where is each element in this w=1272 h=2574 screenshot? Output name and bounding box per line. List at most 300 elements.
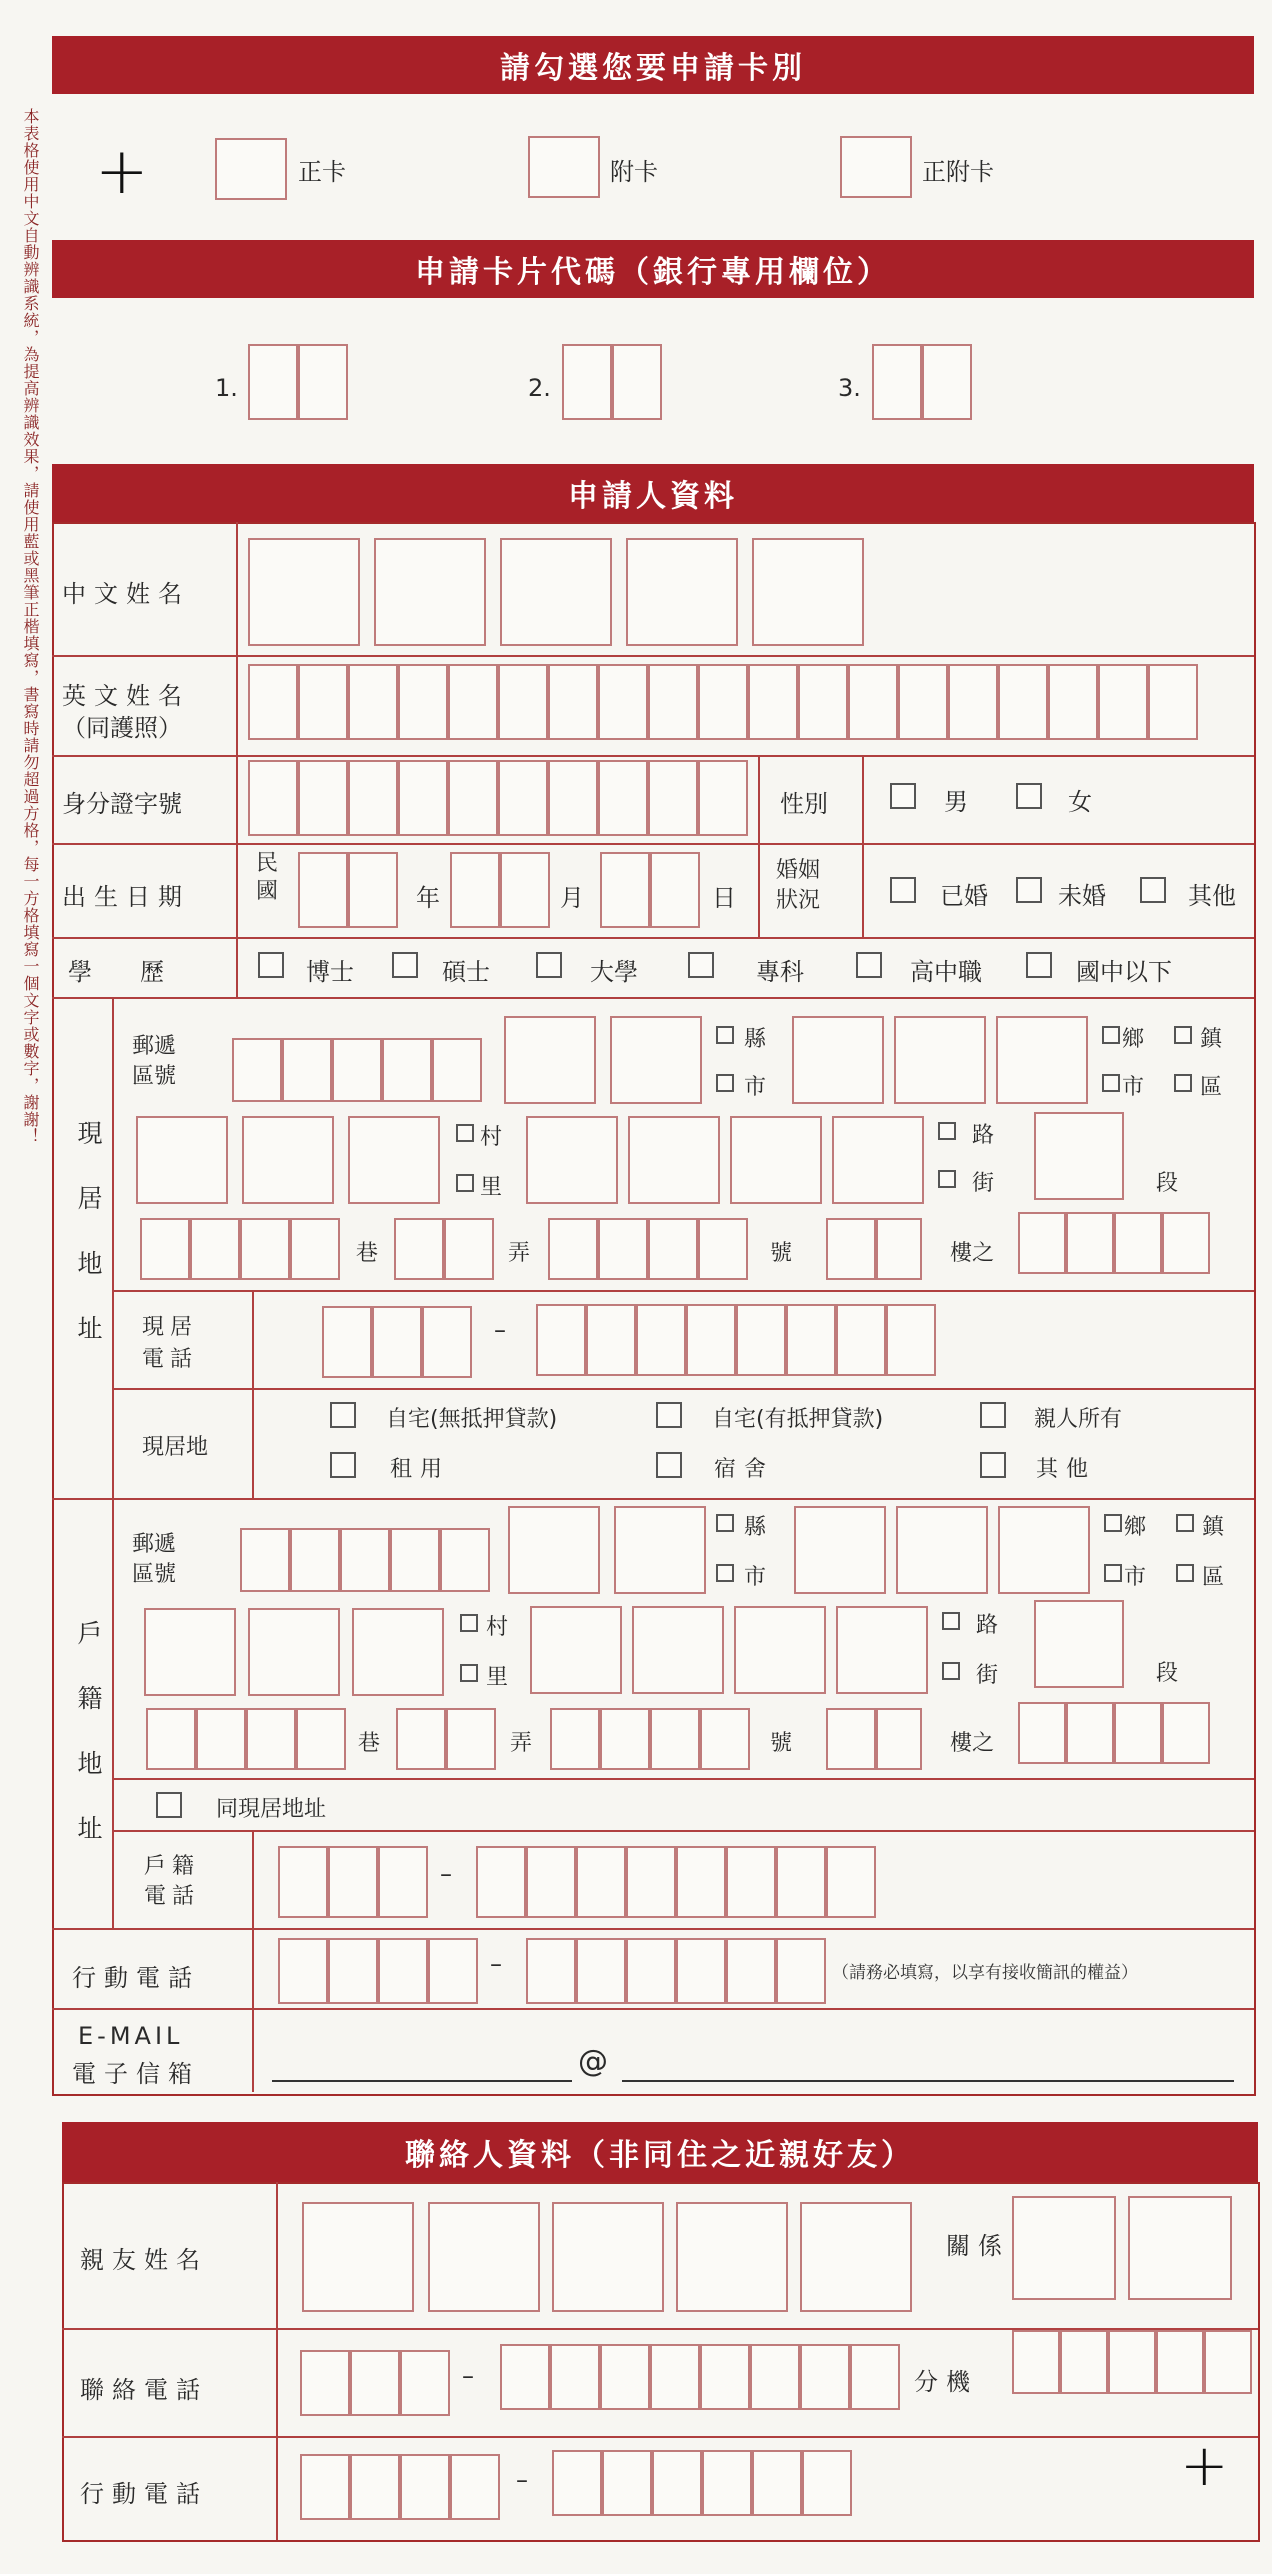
english-name-box[interactable] [1098,664,1148,740]
road-checkbox[interactable] [938,1122,956,1140]
contact-phone-area-box[interactable] [300,2350,350,2416]
city-label: 市 [744,1565,767,1590]
alley-box[interactable] [444,1218,494,1280]
phone-box[interactable] [776,1846,826,1918]
col-divider [112,997,114,1498]
current-phone-area-box[interactable] [372,1306,422,1378]
col-divider [252,1830,254,1928]
town-checkbox[interactable] [1176,1514,1194,1532]
month-label: 月 [560,884,584,912]
county-label: 縣 [744,1027,767,1052]
alley-box[interactable] [394,1218,444,1280]
number-box[interactable] [548,1218,598,1280]
number-box[interactable] [648,1218,698,1280]
row-divider [112,1778,1254,1780]
card-code-1-digit[interactable] [298,344,348,420]
registered-postal-label: 郵遞區號 [132,1532,177,1587]
section-label: 段 [1156,1661,1179,1686]
english-name-box[interactable] [298,664,348,740]
postal-box[interactable] [290,1528,340,1592]
mobile-box[interactable] [702,2450,752,2516]
birth-day-box[interactable] [600,852,650,928]
english-name-box[interactable] [948,664,998,740]
village-box[interactable] [242,1116,334,1204]
floor-sub-box[interactable] [1162,1212,1210,1274]
village-box[interactable] [144,1608,236,1696]
registered-phone-label: 戶籍電話 [144,1854,201,1909]
county-checkbox[interactable] [716,1514,734,1532]
mobile-box[interactable] [378,1938,428,2004]
registered-phone-area-box[interactable] [378,1846,428,1918]
mobile-note: （請務必填寫，以享有接收簡訊的權益） [832,1963,1138,1983]
mobile-box[interactable] [776,1938,826,2004]
contact-name-label: 親友姓名 [80,2246,208,2274]
phone-box[interactable] [500,2344,550,2410]
contact-mobile-dash: – [516,2466,528,2494]
street-checkbox[interactable] [942,1662,960,1680]
mobile-box[interactable] [350,2454,400,2520]
mobile-box[interactable] [602,2450,652,2516]
neighborhood-checkbox[interactable] [456,1174,474,1192]
postal-box[interactable] [240,1528,290,1592]
mobile-box[interactable] [726,1938,776,2004]
marital-married-checkbox[interactable] [890,877,916,903]
floor-sub-box[interactable] [1162,1702,1210,1764]
lane-box[interactable] [290,1218,340,1280]
gender-male-label: 男 [944,788,968,816]
floor-sub-box[interactable] [1114,1702,1162,1764]
email-label-zh: 電子信箱 [72,2060,200,2088]
phone-box[interactable] [626,1846,676,1918]
postal-box[interactable] [282,1038,332,1102]
english-name-label: 英文姓名 [62,682,190,710]
mobile-label: 行動電話 [72,1964,200,1992]
lane-box[interactable] [146,1708,196,1770]
dwelling-rent-label: 租用 [390,1457,451,1482]
contact-name-box[interactable] [302,2202,414,2312]
extension-box[interactable] [1060,2330,1108,2394]
township-box[interactable] [998,1506,1090,1594]
card-code-3-label: 3. [838,374,861,402]
phone-box[interactable] [836,1304,886,1376]
dwelling-own-mortgage-label: 自宅(有抵押貸款) [712,1407,884,1432]
col-divider [236,522,238,997]
county-box[interactable] [508,1506,600,1594]
phone-box[interactable] [726,1846,776,1918]
chinese-name-box[interactable] [500,538,612,646]
district-label: 區 [1202,1565,1225,1590]
phone-box[interactable] [886,1304,936,1376]
floor-box[interactable] [826,1708,876,1770]
email-user-line[interactable] [272,2080,572,2082]
number-box[interactable] [650,1708,700,1770]
col-divider [252,1290,254,1498]
street-checkbox[interactable] [938,1170,956,1188]
id-number-box[interactable] [698,760,748,836]
id-number-boxes [248,760,758,840]
township-label: 鄉 [1124,1515,1147,1540]
phone-box[interactable] [750,2344,800,2410]
row-divider [52,1928,1254,1930]
dwelling-relative-label: 親人所有 [1034,1407,1123,1432]
contact-phone-area-box[interactable] [400,2350,450,2416]
dwelling-own-nomortgage-checkbox[interactable] [330,1402,356,1428]
lane-box[interactable] [240,1218,290,1280]
english-name-box[interactable] [748,664,798,740]
english-name-box[interactable] [698,664,748,740]
floor-box[interactable] [876,1708,922,1770]
id-number-box[interactable] [398,760,448,836]
alley-box[interactable] [396,1708,446,1770]
district-checkbox[interactable] [1176,1564,1194,1582]
id-number-box[interactable] [598,760,648,836]
village-box[interactable] [248,1608,340,1696]
row-divider [112,1830,1254,1832]
number-box[interactable] [598,1218,648,1280]
id-number-box[interactable] [298,760,348,836]
row-divider [52,843,1254,845]
english-name-box[interactable] [648,664,698,740]
registered-phone-boxes [476,1846,876,1922]
mobile-prefix-boxes [278,1938,478,2006]
contact-phone-boxes [500,2344,900,2414]
village-box[interactable] [348,1116,440,1204]
floor-box[interactable] [826,1218,876,1280]
roc-label: 民國 [256,851,279,904]
county-box[interactable] [614,1506,706,1594]
township-box[interactable] [896,1506,988,1594]
section-box[interactable] [1034,1600,1124,1688]
postal-box[interactable] [432,1038,482,1102]
english-name-box[interactable] [598,664,648,740]
mobile-box[interactable] [278,1938,328,2004]
contact-name-box[interactable] [428,2202,540,2312]
english-name-box[interactable] [898,664,948,740]
card-code-1-label: 1. [215,374,238,402]
col-divider [276,2182,278,2540]
phone-box[interactable] [536,1304,586,1376]
chinese-name-box[interactable] [248,538,360,646]
dwelling-dorm-checkbox[interactable] [656,1452,682,1478]
current-phone-area-box[interactable] [422,1306,472,1378]
township-label: 鄉 [1122,1027,1145,1052]
village-checkbox[interactable] [456,1124,474,1142]
township-checkbox[interactable] [1102,1026,1120,1044]
marital-label: 婚姻狀況 [776,858,821,913]
english-name-box[interactable] [998,664,1048,740]
road-box[interactable] [530,1606,622,1694]
road-box[interactable] [526,1116,618,1204]
id-number-box[interactable] [348,760,398,836]
county-box[interactable] [610,1016,702,1104]
district-checkbox[interactable] [1174,1074,1192,1092]
phone-box[interactable] [786,1304,836,1376]
card-code-3-digit[interactable] [922,344,972,420]
number-box[interactable] [550,1708,600,1770]
english-name-box[interactable] [498,664,548,740]
marital-other-checkbox[interactable] [1140,877,1166,903]
postal-box[interactable] [232,1038,282,1102]
contact-name-box[interactable] [800,2202,912,2312]
email-domain-line[interactable] [622,2080,1234,2082]
phone-box[interactable] [700,2344,750,2410]
alley-label: 弄 [510,1731,533,1756]
english-name-box[interactable] [348,664,398,740]
contact-mobile-label: 行動電話 [80,2480,208,2508]
birth-year-box[interactable] [348,852,398,928]
contact-phone-label: 聯絡電話 [80,2376,208,2404]
neighborhood-checkbox[interactable] [460,1664,478,1682]
township-checkbox[interactable] [1104,1514,1122,1532]
section-box[interactable] [1034,1112,1124,1200]
township-box[interactable] [794,1506,886,1594]
english-name-box[interactable] [1148,664,1198,740]
birth-year-box[interactable] [298,852,348,928]
lane-box[interactable] [140,1218,190,1280]
english-name-box[interactable] [848,664,898,740]
chinese-name-label: 中文姓名 [62,580,190,608]
phone-box[interactable] [636,1304,686,1376]
registration-mark: + [1180,2431,1229,2499]
applicant-header: 申請人資料 [52,464,1254,522]
city2-checkbox[interactable] [1102,1074,1120,1092]
card-code-2-digit[interactable] [612,344,662,420]
village-box[interactable] [136,1116,228,1204]
education-master-checkbox[interactable] [392,952,418,978]
contact-header: 聯絡人資料（非同住之近親好友） [62,2122,1258,2182]
phone-box[interactable] [576,1846,626,1918]
mobile-box[interactable] [676,1938,726,2004]
mobile-box[interactable] [400,2454,450,2520]
floor-sub-box[interactable] [1114,1212,1162,1274]
phone-box[interactable] [650,2344,700,2410]
relation-label: 關係 [946,2232,1010,2260]
card-code-2-digit[interactable] [562,344,612,420]
chinese-name-box[interactable] [374,538,486,646]
registered-phone-area-box[interactable] [328,1846,378,1918]
township-box[interactable] [894,1016,986,1104]
phone-box[interactable] [600,2344,650,2410]
neighborhood-label: 里 [486,1665,509,1690]
english-name-box[interactable] [448,664,498,740]
education-highschool-checkbox[interactable] [856,952,882,978]
floor-sub-box[interactable] [1018,1702,1066,1764]
dwelling-other-checkbox[interactable] [980,1452,1006,1478]
street-label: 街 [972,1171,995,1196]
dwelling-own-mortgage-checkbox[interactable] [656,1402,682,1428]
village-checkbox[interactable] [460,1614,478,1632]
mobile-box[interactable] [576,1938,626,2004]
card-code-1-digit[interactable] [248,344,298,420]
marital-single-checkbox[interactable] [1016,877,1042,903]
phone-box[interactable] [850,2344,900,2410]
card-code-3-digit[interactable] [872,344,922,420]
english-name-box[interactable] [1048,664,1098,740]
number-label: 號 [770,1731,793,1756]
lane-box[interactable] [296,1708,346,1770]
number-box[interactable] [700,1708,750,1770]
alley-box[interactable] [446,1708,496,1770]
relation-box[interactable] [1128,2196,1232,2300]
current-phone-area-box[interactable] [322,1306,372,1378]
id-number-box[interactable] [248,760,298,836]
phone-dash: – [440,1860,452,1888]
english-name-box[interactable] [548,664,598,740]
phone-box[interactable] [736,1304,786,1376]
birth-day-box[interactable] [650,852,700,928]
row-divider [52,655,1254,657]
marital-married-label: 已婚 [940,882,988,910]
road-box[interactable] [628,1116,720,1204]
phone-dash: – [494,1316,506,1344]
card-type-header: 請勾選您要申請卡別 [52,36,1254,94]
col-divider [112,1498,114,1928]
english-name-box[interactable] [248,664,298,740]
town-checkbox[interactable] [1174,1026,1192,1044]
neighborhood-label: 里 [480,1175,503,1200]
col-divider [758,755,760,937]
current-phone-label: 現居電話 [142,1315,199,1372]
postal-box[interactable] [382,1038,432,1102]
town-label: 鎮 [1202,1515,1225,1540]
phone-box[interactable] [476,1846,526,1918]
card-type-primary-checkbox[interactable] [215,138,287,200]
county-checkbox[interactable] [716,1026,734,1044]
lane-box[interactable] [190,1218,240,1280]
city-checkbox[interactable] [716,1564,734,1582]
mobile-box[interactable] [802,2450,852,2516]
postal-box[interactable] [340,1528,390,1592]
postal-box[interactable] [440,1528,490,1592]
number-box[interactable] [698,1218,748,1280]
card-type-both-checkbox[interactable] [840,136,912,198]
township-box[interactable] [792,1016,884,1104]
postal-box[interactable] [390,1528,440,1592]
floor-sub-box[interactable] [1066,1702,1114,1764]
row-divider [62,2436,1258,2438]
road-box[interactable] [730,1116,822,1204]
row-divider [112,1388,1254,1390]
english-name-boxes [248,664,1248,744]
contact-phone-area-box[interactable] [350,2350,400,2416]
row-divider [52,937,1254,939]
phone-box[interactable] [800,2344,850,2410]
card-type-supplementary-checkbox[interactable] [528,136,600,198]
city-checkbox[interactable] [716,1074,734,1092]
chinese-name-box[interactable] [752,538,864,646]
education-label: 學 歷 [68,958,164,986]
city2-checkbox[interactable] [1104,1564,1122,1582]
same-as-current-checkbox[interactable] [156,1792,182,1818]
county-box[interactable] [504,1016,596,1104]
gender-female-checkbox[interactable] [1016,783,1042,809]
contact-name-box[interactable] [552,2202,664,2312]
extension-box[interactable] [1012,2330,1060,2394]
mobile-box[interactable] [328,1938,378,2004]
dwelling-own-nomortgage-label: 自宅(無抵押貸款) [386,1407,558,1432]
education-university-label: 大學 [590,958,638,986]
road-checkbox[interactable] [942,1612,960,1630]
mobile-box[interactable] [552,2450,602,2516]
mobile-box[interactable] [626,1938,676,2004]
road-box[interactable] [632,1606,724,1694]
extension-box[interactable] [1108,2330,1156,2394]
registration-mark: + [95,135,149,209]
card-type-both-label: 正附卡 [922,158,994,186]
dwelling-rent-checkbox[interactable] [330,1452,356,1478]
education-highschool-label: 高中職 [910,958,982,986]
road-label: 路 [976,1613,999,1638]
extension-box[interactable] [1156,2330,1204,2394]
road-box[interactable] [734,1606,826,1694]
chinese-name-box[interactable] [626,538,738,646]
phone-box[interactable] [686,1304,736,1376]
phone-box[interactable] [676,1846,726,1918]
road-box[interactable] [832,1116,924,1204]
marital-other-label: 其他 [1188,882,1236,910]
education-juniorhigh-checkbox[interactable] [1026,952,1052,978]
english-name-box[interactable] [798,664,848,740]
floor-box[interactable] [876,1218,922,1280]
mobile-box[interactable] [652,2450,702,2516]
instruction-side-note: 本表格使用中文自動辨識系統，為提高辨識效果，請使用藍或黑筆正楷填寫，書寫時請勿超過方格，每一方格填寫一個文字或數字，謝謝！ [21,108,40,1145]
lane-box[interactable] [196,1708,246,1770]
card-type-primary-label: 正卡 [298,158,346,186]
contact-mobile-number-boxes [552,2450,852,2518]
postal-box[interactable] [332,1038,382,1102]
mobile-box[interactable] [526,1938,576,2004]
dwelling-relative-checkbox[interactable] [980,1402,1006,1428]
birth-month-box[interactable] [500,852,550,928]
education-university-checkbox[interactable] [536,952,562,978]
mobile-box[interactable] [752,2450,802,2516]
mobile-box[interactable] [300,2454,350,2520]
phone-box[interactable] [826,1846,876,1918]
english-name-note: （同護照） [62,714,182,742]
floor-label: 樓之 [950,1731,995,1756]
phone-box[interactable] [586,1304,636,1376]
road-box[interactable] [836,1606,928,1694]
id-number-box[interactable] [448,760,498,836]
township-box[interactable] [996,1016,1088,1104]
id-number-box[interactable] [498,760,548,836]
mobile-box[interactable] [450,2454,500,2520]
extension-box[interactable] [1204,2330,1252,2394]
id-number-box[interactable] [648,760,698,836]
floor-sub-box[interactable] [1018,1212,1066,1274]
village-label: 村 [480,1125,503,1150]
education-phd-checkbox[interactable] [258,952,284,978]
registered-phone-area-box[interactable] [278,1846,328,1918]
birth-month-box[interactable] [450,852,500,928]
phone-box[interactable] [550,2344,600,2410]
floor-sub-box[interactable] [1066,1212,1114,1274]
education-college-checkbox[interactable] [688,952,714,978]
relation-box[interactable] [1012,2196,1116,2300]
gender-male-checkbox[interactable] [890,783,916,809]
mobile-box[interactable] [428,1938,478,2004]
dwelling-dorm-label: 宿舍 [714,1457,775,1482]
lane-box[interactable] [246,1708,296,1770]
col-divider [862,755,864,937]
education-phd-label: 博士 [306,958,354,986]
village-box[interactable] [352,1608,444,1696]
english-name-box[interactable] [398,664,448,740]
id-number-box[interactable] [548,760,598,836]
phone-box[interactable] [526,1846,576,1918]
contact-name-box[interactable] [676,2202,788,2312]
number-box[interactable] [600,1708,650,1770]
